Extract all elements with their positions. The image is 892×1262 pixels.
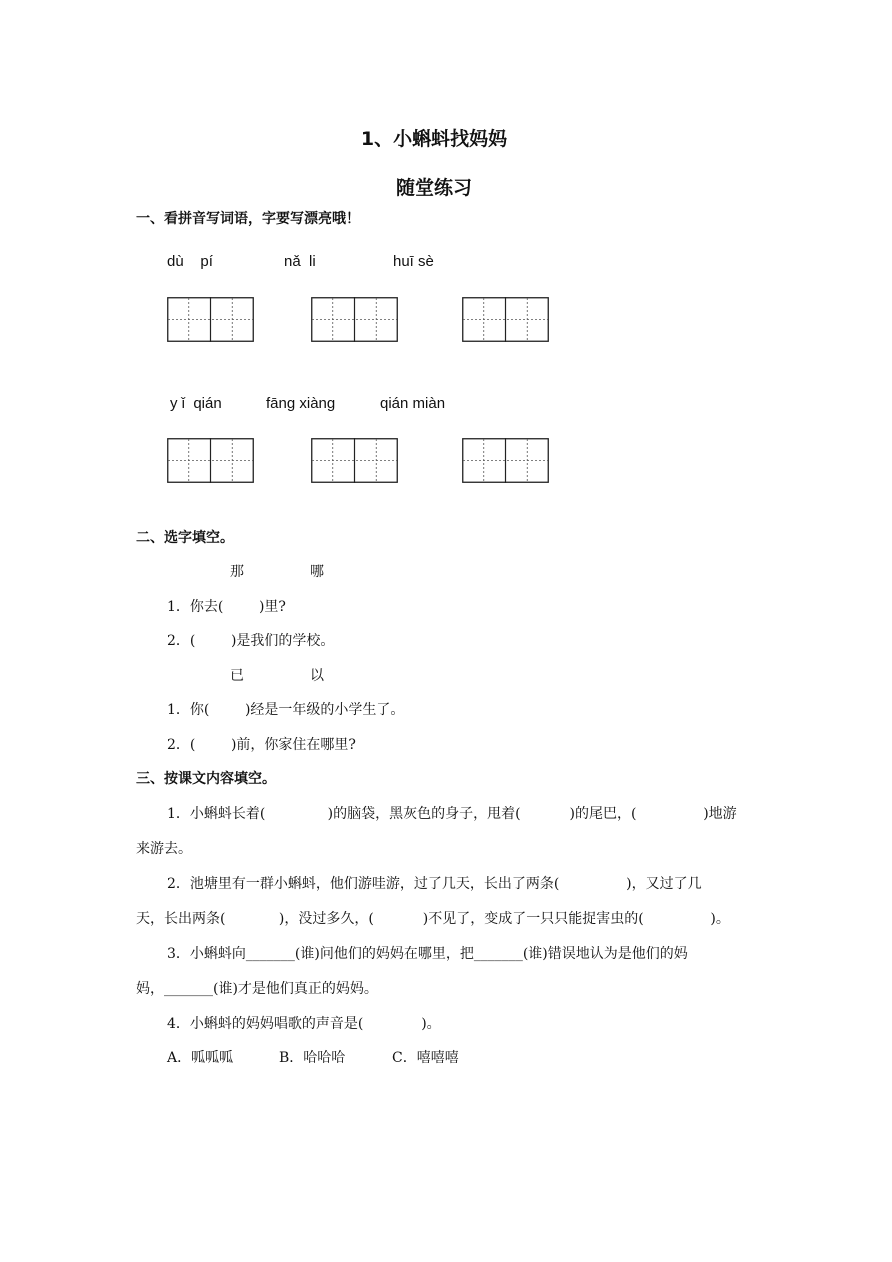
question-text: 1．小蝌蚪长着( )的脑袋，黑灰色的身子，甩着( )的尾巴，( )地游 (167, 806, 737, 822)
writing-grid-svg (311, 297, 398, 342)
question-text: 2．池塘里有一群小蝌蚪，他们游哇游，过了几天，长出了两条( )，又过了几 (167, 876, 702, 892)
writing-grid-svg (311, 438, 398, 483)
question-text: 2．( )是我们的学校。 (167, 633, 335, 649)
question-text: 1．你去( )里? (167, 599, 286, 615)
pinyin-label: y ǐ qián (170, 395, 222, 412)
pinyin-label: qián miàn (380, 395, 446, 412)
writing-grid-svg (462, 438, 549, 483)
writing-grid-svg (462, 297, 549, 342)
answer-option[interactable]: C．嘻嘻嘻 (392, 1050, 459, 1066)
answer-option[interactable]: A．呱呱呱 (167, 1050, 234, 1066)
pinyin-label: huī sè (393, 253, 434, 270)
pinyin-label: fāng xiàng (266, 395, 336, 412)
choice-character: 那 (230, 564, 244, 580)
writing-grid-svg (167, 438, 254, 483)
answer-option[interactable]: B．哈哈哈 (279, 1050, 346, 1066)
writing-grid[interactable] (311, 297, 398, 342)
section3-heading: 三、按课文内容填空。 (136, 771, 276, 787)
section2-heading: 二、选字填空。 (136, 530, 234, 546)
writing-grid[interactable] (167, 297, 254, 342)
writing-grid[interactable] (462, 297, 549, 342)
choice-character: 哪 (310, 564, 324, 580)
pinyin-label: dù pí (167, 253, 213, 270)
question-text: 3．小蝌蚪向_______(谁)问他们的妈妈在哪里，把_______(谁)错误地认为是他们的妈 (167, 946, 688, 962)
page-subtitle: 随堂练习 (395, 177, 472, 199)
question-text: 妈，_______(谁)才是他们真正的妈妈。 (136, 981, 378, 997)
page-title: 1、小蝌蚪找妈妈 (360, 128, 508, 150)
section1-heading: 一、看拼音写词语，字要写漂亮哦！ (136, 211, 360, 227)
writing-grid[interactable] (462, 438, 549, 483)
question-text: 天，长出两条( )，没过多久，( )不见了，变成了一只只能捉害虫的( )。 (136, 911, 730, 927)
choice-character: 已 (230, 668, 244, 684)
choice-character: 以 (310, 668, 324, 684)
question-text: 1．你( )经是一年级的小学生了。 (167, 702, 405, 718)
question-text: 来游去。 (136, 841, 192, 857)
question-text: 2．( )前，你家住在哪里? (167, 737, 356, 753)
writing-grid-svg (167, 297, 254, 342)
writing-grid[interactable] (311, 438, 398, 483)
question-text: 4．小蝌蚪的妈妈唱歌的声音是( )。 (167, 1016, 441, 1032)
writing-grid[interactable] (167, 438, 254, 483)
pinyin-label: nǎ li (284, 253, 316, 270)
